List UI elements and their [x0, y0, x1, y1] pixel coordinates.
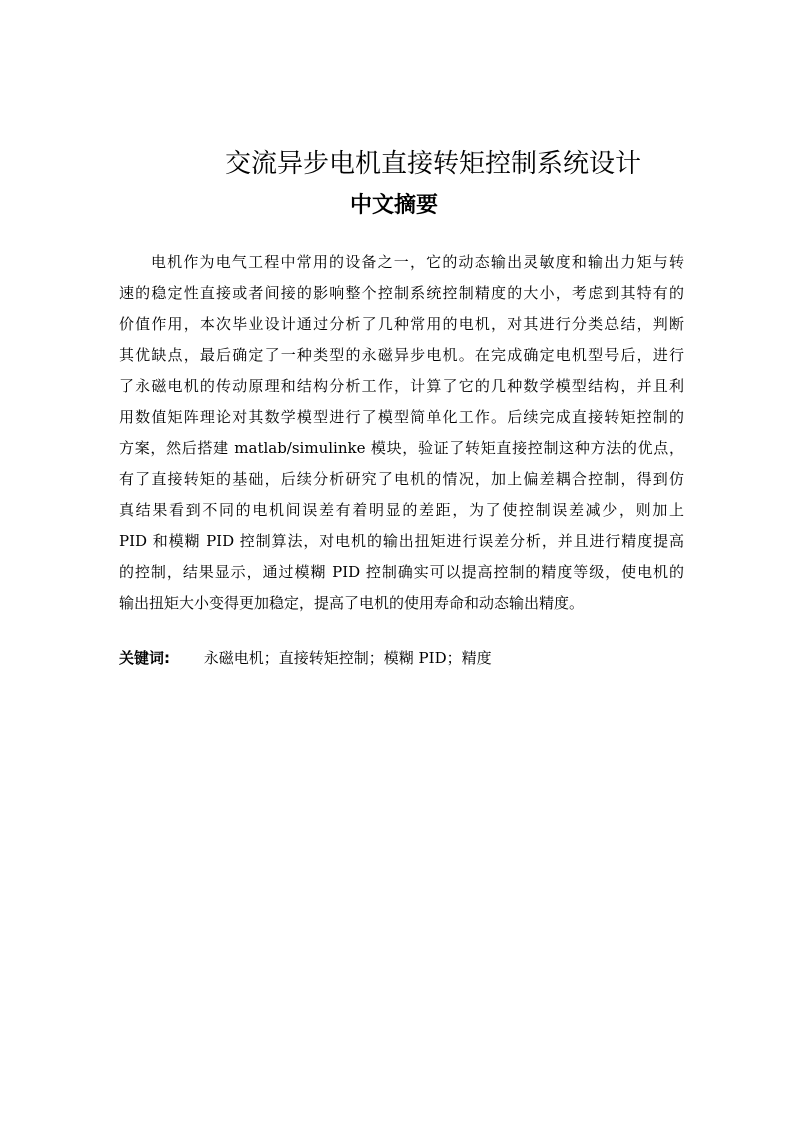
keywords-row — [119, 644, 684, 672]
abstract-line: 其优缺点，最后确定了一种类型的永磁异步电机。在完成确定电机型号后，进行 — [119, 346, 684, 364]
abstract-line: 的控制，结果显示，通过模糊 PID 控制确实可以提高控制的精度等级，使电机的 — [119, 563, 684, 581]
abstract-line: 真结果看到不同的电机间误差有着明显的差距，为了使控制误差减少，则加上 — [119, 501, 684, 519]
abstract-line: 速的稳定性直接或者间接的影响整个控制系统控制精度的大小，考虑到其特有的 — [119, 284, 684, 302]
abstract-body — [119, 247, 684, 619]
abstract-line: PID 和模糊 PID 控制算法，对电机的输出扭矩进行误差分析，并且进行精度提高 — [119, 532, 684, 550]
paper-title: 交流异步电机直接转矩控制系统设计 — [225, 149, 642, 179]
abstract-line: 价值作用，本次毕业设计通过分析了几种常用的电机，对其进行分类总结，判断 — [119, 315, 684, 333]
abstract-line: 用数值矩阵理论对其数学模型进行了模型简单化工作。后续完成直接转矩控制的 — [119, 408, 684, 426]
keywords-value: 永磁电机；直接转矩控制；模糊 PID；精度 — [203, 649, 492, 667]
keywords-label: 关键词: — [119, 649, 170, 667]
abstract-line: 有了直接转矩的基础，后续分析研究了电机的情况，加上偏差耦合控制，得到仿 — [119, 470, 684, 488]
abstract-line: 方案，然后搭建 matlab/simulinke 模块，验证了转矩直接控制这种方法的优点， — [119, 439, 684, 457]
abstract-line: 电机作为电气工程中常用的设备之一，它的动态输出灵敏度和输出力矩与转 — [151, 253, 684, 271]
abstract-line: 了永磁电机的传动原理和结构分析工作，计算了它的几种数学模型结构，并且利 — [119, 377, 684, 395]
abstract-line: 输出扭矩大小变得更加稳定，提高了电机的使用寿命和动态输出精度。 — [119, 594, 585, 612]
abstract-heading: 中文摘要 — [350, 193, 439, 218]
